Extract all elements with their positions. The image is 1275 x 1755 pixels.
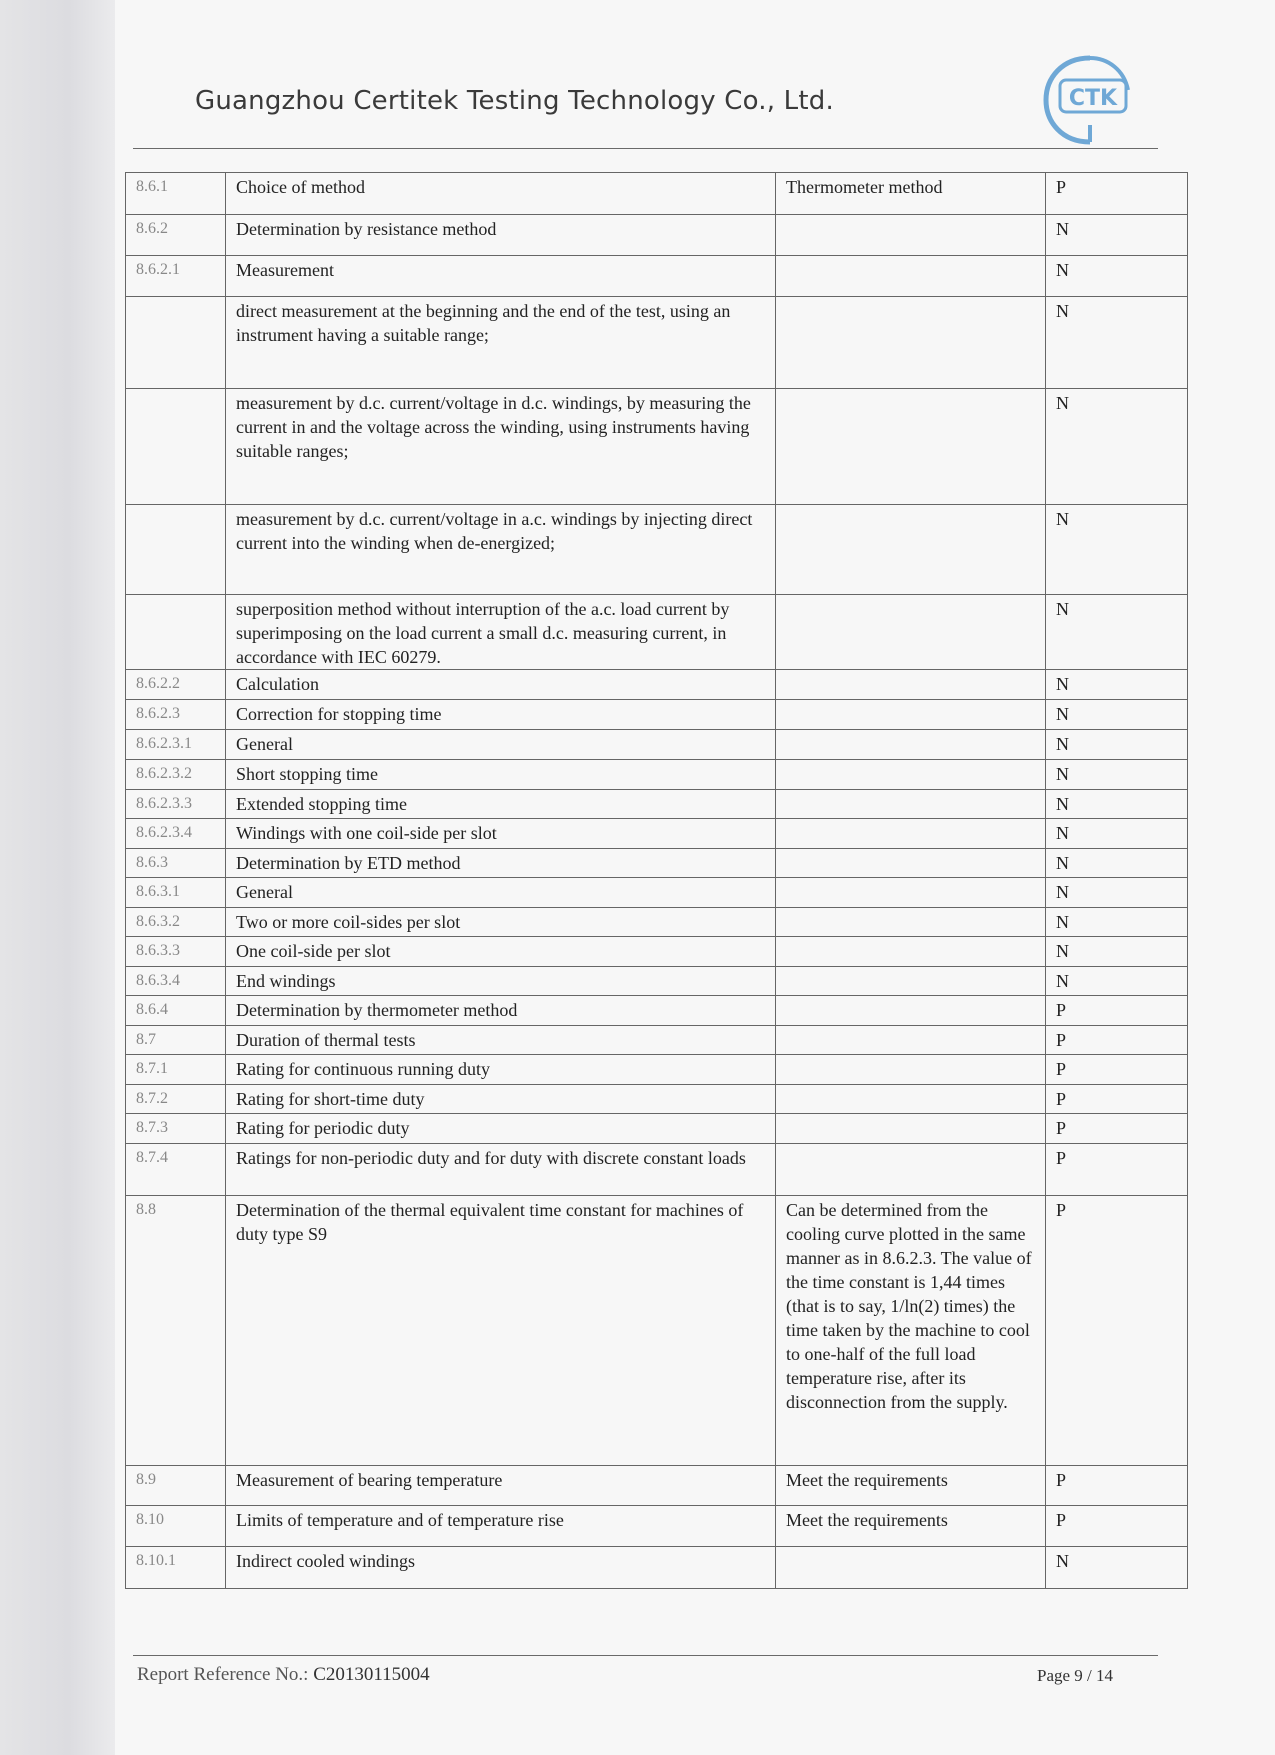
verdict: N: [1046, 819, 1188, 849]
clause-number: [126, 505, 226, 595]
verdict: N: [1046, 215, 1188, 256]
table-row: [126, 996, 1188, 1026]
requirement-text: superposition method without interruption of the a.c. load current by superimposing on the load current a small d.c. measuring current, in accordance with IEC 60279.: [226, 595, 776, 670]
requirement-text: Rating for continuous running duty: [226, 1055, 776, 1085]
requirement-text: Determination by resistance method: [226, 215, 776, 256]
clause-number: 8.6.2.1: [126, 256, 226, 297]
clause-number: 8.6.2: [126, 215, 226, 256]
requirement-text: Indirect cooled windings: [226, 1547, 776, 1589]
page-number: Page 9 / 14: [1037, 1666, 1114, 1685]
clause-number: 8.8: [126, 1196, 226, 1466]
result-text: [776, 595, 1046, 670]
table-row: [126, 1114, 1188, 1144]
result-text: [776, 967, 1046, 996]
table-row: [126, 908, 1188, 937]
result-text: [776, 505, 1046, 595]
clause-number: 8.6.3.2: [126, 908, 226, 937]
result-text: [776, 819, 1046, 849]
result-text: [776, 700, 1046, 730]
verdict: P: [1046, 1144, 1188, 1196]
clause-number: 8.10: [126, 1506, 226, 1547]
table-row: [126, 297, 1188, 389]
requirement-text: Short stopping time: [226, 760, 776, 790]
result-text: Can be determined from the cooling curve plotted in the same manner as in 8.6.2.3. The value of the time constant is 1,44 times (that is to say, 1/ln(2) times) the time taken by the machine to cool to one-half of the full load temperature rise, after its disconnection from the supply.: [776, 1196, 1046, 1466]
verdict: N: [1046, 595, 1188, 670]
result-text: [776, 1055, 1046, 1085]
clause-number: 8.6.3.4: [126, 967, 226, 996]
report-reference-number: C20130115004: [313, 1664, 430, 1685]
result-text: [776, 937, 1046, 967]
clause-number: 8.6.2.3.2: [126, 760, 226, 790]
result-text: Meet the requirements: [776, 1466, 1046, 1506]
clause-number: 8.6.1: [126, 173, 226, 215]
result-text: [776, 1085, 1046, 1114]
verdict: N: [1046, 878, 1188, 908]
company-name: Guangzhou Certitek Testing Technology Co., Ltd.: [195, 86, 834, 116]
requirement-text: End windings: [226, 967, 776, 996]
requirement-text: measurement by d.c. current/voltage in d.c. windings, by measuring the current in and the voltage across the winding, using instruments having suitable ranges;: [226, 389, 776, 505]
clause-number: 8.6.2.2: [126, 670, 226, 700]
requirement-text: Rating for short-time duty: [226, 1085, 776, 1114]
verdict: N: [1046, 790, 1188, 819]
clause-number: [126, 297, 226, 389]
verdict: N: [1046, 730, 1188, 760]
requirement-text: Measurement of bearing temperature: [226, 1466, 776, 1506]
verdict: P: [1046, 1196, 1188, 1466]
table-row: [126, 1196, 1188, 1466]
table-row: [126, 173, 1188, 215]
verdict: N: [1046, 967, 1188, 996]
clause-number: [126, 595, 226, 670]
result-text: [776, 1026, 1046, 1055]
table-row: [126, 1055, 1188, 1085]
clause-number: 8.6.2.3: [126, 700, 226, 730]
requirement-text: Rating for periodic duty: [226, 1114, 776, 1144]
result-text: [776, 760, 1046, 790]
verdict: P: [1046, 173, 1188, 215]
requirement-text: Ratings for non-periodic duty and for duty with discrete constant loads: [226, 1144, 776, 1196]
table-row: [126, 256, 1188, 297]
table-row: [126, 1144, 1188, 1196]
verdict: P: [1046, 996, 1188, 1026]
result-text: [776, 996, 1046, 1026]
verdict: P: [1046, 1055, 1188, 1085]
table-row: [126, 700, 1188, 730]
clause-number: 8.9: [126, 1466, 226, 1506]
result-text: [776, 256, 1046, 297]
result-text: [776, 730, 1046, 760]
clause-number: 8.7.2: [126, 1085, 226, 1114]
footer-divider: [133, 1655, 1158, 1656]
table-row: [126, 790, 1188, 819]
requirement-text: Correction for stopping time: [226, 700, 776, 730]
requirement-text: Calculation: [226, 670, 776, 700]
report-reference: [137, 1664, 430, 1686]
clause-number: 8.7.4: [126, 1144, 226, 1196]
table-row: [126, 1085, 1188, 1114]
verdict: N: [1046, 297, 1188, 389]
table-row: [126, 1026, 1188, 1055]
requirement-text: Determination of the thermal equivalent time constant for machines of duty type S9: [226, 1196, 776, 1466]
result-text: [776, 297, 1046, 389]
requirement-text: Duration of thermal tests: [226, 1026, 776, 1055]
verdict: N: [1046, 389, 1188, 505]
result-text: [776, 215, 1046, 256]
requirement-text: General: [226, 878, 776, 908]
verdict: N: [1046, 670, 1188, 700]
table-row: [126, 878, 1188, 908]
result-text: [776, 1547, 1046, 1589]
table-row: [126, 670, 1188, 700]
verdict: N: [1046, 937, 1188, 967]
requirement-text: Determination by thermometer method: [226, 996, 776, 1026]
requirement-text: Determination by ETD method: [226, 849, 776, 878]
result-text: [776, 878, 1046, 908]
requirement-text: measurement by d.c. current/voltage in a.c. windings by injecting direct current into the winding when de-energized;: [226, 505, 776, 595]
ctk-logo: [1040, 50, 1132, 150]
clause-number: 8.10.1: [126, 1547, 226, 1589]
table-row: [126, 1466, 1188, 1506]
table-row: [126, 1506, 1188, 1547]
verdict: N: [1046, 256, 1188, 297]
result-text: [776, 1114, 1046, 1144]
clause-number: 8.6.3.3: [126, 937, 226, 967]
table-row: [126, 389, 1188, 505]
header-divider: [133, 148, 1158, 149]
table-row: [126, 730, 1188, 760]
clause-number: 8.6.2.3.4: [126, 819, 226, 849]
table-row: [126, 760, 1188, 790]
requirement-text: direct measurement at the beginning and the end of the test, using an instrument having a suitable range;: [226, 297, 776, 389]
requirement-text: Two or more coil-sides per slot: [226, 908, 776, 937]
result-text: Meet the requirements: [776, 1506, 1046, 1547]
verdict: N: [1046, 505, 1188, 595]
requirement-text: Measurement: [226, 256, 776, 297]
requirement-text: Choice of method: [226, 173, 776, 215]
verdict: N: [1046, 700, 1188, 730]
verdict: P: [1046, 1114, 1188, 1144]
table-row: [126, 967, 1188, 996]
clause-table: [125, 172, 1188, 1589]
requirement-text: General: [226, 730, 776, 760]
verdict: N: [1046, 1547, 1188, 1589]
requirement-text: Windings with one coil-side per slot: [226, 819, 776, 849]
table-row: [126, 505, 1188, 595]
table-row: [126, 1547, 1188, 1589]
clause-number: 8.7.1: [126, 1055, 226, 1085]
verdict: P: [1046, 1026, 1188, 1055]
clause-number: 8.6.2.3.1: [126, 730, 226, 760]
verdict: P: [1046, 1085, 1188, 1114]
clause-number: 8.6.3.1: [126, 878, 226, 908]
result-text: [776, 389, 1046, 505]
result-text: [776, 1144, 1046, 1196]
table-row: [126, 849, 1188, 878]
clause-number: 8.7.3: [126, 1114, 226, 1144]
result-text: [776, 908, 1046, 937]
clause-number: 8.6.3: [126, 849, 226, 878]
verdict: N: [1046, 908, 1188, 937]
requirement-text: One coil-side per slot: [226, 937, 776, 967]
clause-number: 8.7: [126, 1026, 226, 1055]
logo-text: CTK: [1068, 86, 1118, 111]
clause-number: 8.6.2.3.3: [126, 790, 226, 819]
result-text: [776, 670, 1046, 700]
verdict: N: [1046, 760, 1188, 790]
verdict: P: [1046, 1506, 1188, 1547]
verdict: N: [1046, 849, 1188, 878]
clause-number: 8.6.4: [126, 996, 226, 1026]
table-row: [126, 595, 1188, 670]
table-row: [126, 215, 1188, 256]
requirement-text: Extended stopping time: [226, 790, 776, 819]
result-text: Thermometer method: [776, 173, 1046, 215]
result-text: [776, 790, 1046, 819]
result-text: [776, 849, 1046, 878]
verdict: P: [1046, 1466, 1188, 1506]
table-row: [126, 937, 1188, 967]
table-row: [126, 819, 1188, 849]
report-reference-label: Report Reference No.:: [137, 1664, 309, 1685]
requirement-text: Limits of temperature and of temperature rise: [226, 1506, 776, 1547]
clause-number: [126, 389, 226, 505]
scan-margin-shadow: [0, 0, 115, 1755]
